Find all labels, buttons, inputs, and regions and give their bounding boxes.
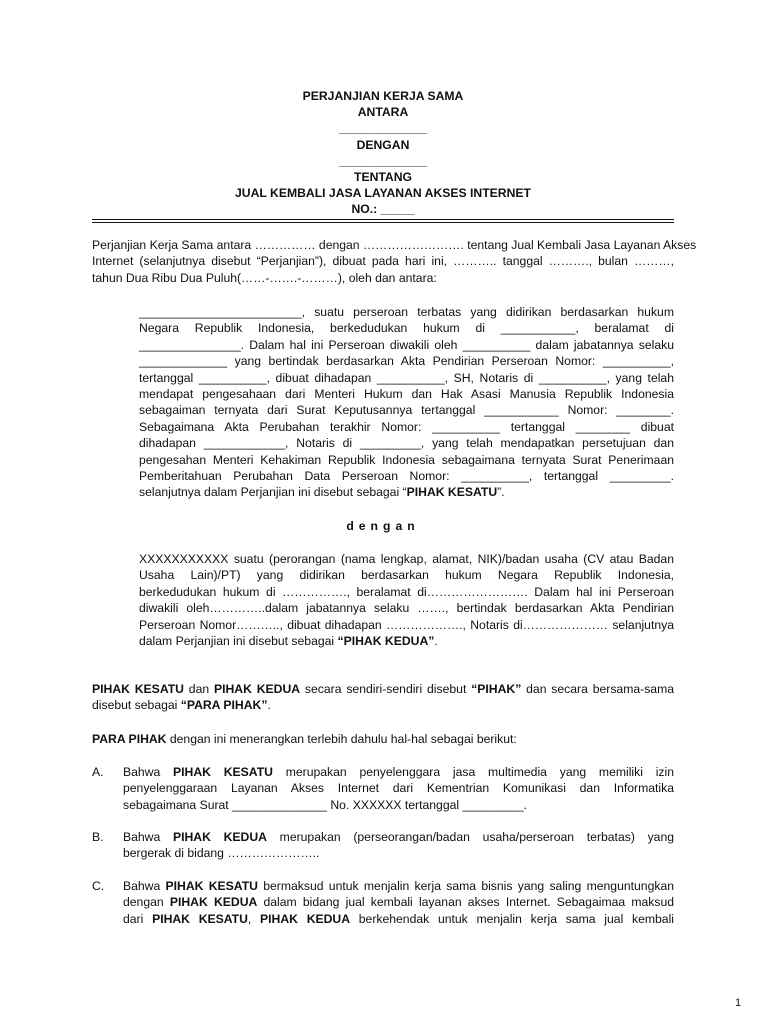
text-line (92, 731, 674, 747)
party-role-label: PIHAK KEDUA (169, 895, 258, 910)
text-fragment: dalam bidang jual kembali layanan akses Internet. Sebagaimaa maksud (257, 895, 675, 910)
intro-paragraph (92, 237, 697, 286)
recital-b (123, 829, 674, 862)
text-line: sebagaimana Surat ______________ No. XXXXXX tertanggal _________. (123, 797, 527, 812)
title-line: PERJANJIAN KERJA SAMA (302, 89, 464, 103)
text-fragment: . (267, 698, 271, 713)
text-fragment: selanjutnya dalam Perjanjian ini disebut sebagai “ (139, 485, 407, 500)
party-role-label: PIHAK KESATU (152, 911, 248, 926)
title-line: ANTARA (357, 105, 409, 120)
text-line: XXXXXXXXXXX suatu (perorangan (nama lengkap, alamat, NIK)/badan usaha (CV atau Badan (139, 552, 674, 566)
text-fragment: dalam Perjanjian ini disebut sebagai (139, 633, 338, 648)
text-line: pengesahan Menteri Kehakiman Republik Indonesia sebagaimana ternyata Surat Penerimaan (139, 452, 674, 467)
title-line: _____________ (338, 153, 428, 168)
party-role-label: “PIHAK” (471, 682, 522, 696)
text-fragment: secara sendiri-sendiri disebut (300, 682, 472, 696)
party-role-label: PIHAK KESATU (165, 879, 258, 893)
recital-label-c: C. (92, 879, 105, 893)
text-line (123, 764, 674, 780)
text-line: Pemberitahuan Perubahan Data Perseroan Nomor: __________, tertanggal _________. (139, 468, 674, 483)
text-line (123, 911, 674, 927)
title-line: DENGAN (356, 137, 410, 152)
parties-definition-paragraph (92, 681, 674, 714)
text-line: _______________. Dalam hal ini Perseroan diwakili oleh __________ dalam jabatannya selaku (139, 337, 674, 352)
text-fragment: dengan (123, 895, 170, 910)
text-fragment: . (434, 633, 438, 648)
text-fragment: dan (183, 682, 214, 696)
text-line (123, 829, 674, 845)
document-number: NO.: _____ (351, 202, 415, 217)
text-line (139, 484, 674, 500)
text-line: _____________ yang bertindak berdasarkan Akta Pendirian Perseroan Nomor: __________, (139, 354, 674, 369)
text-line: Usaha Lain)/PT) yang didirikan berdasarkan hukum Negara Republik Indonesia, (139, 568, 674, 583)
party-role-label: “PARA PIHAK” (180, 698, 268, 713)
divider-line (92, 222, 674, 223)
party-role-label: PIHAK KESATU (92, 682, 184, 696)
text-line: Internet (selanjutnya disebut “Perjanjian”), dibuat pada hari ini, ……….. tanggal ………., bulan ………, (92, 254, 674, 269)
recital-label-a: A. (92, 765, 104, 779)
recital-label-b: B. (92, 830, 104, 844)
text-line: Perjanjian Kerja Sama antara …………… dengan ……………………. tentang Jual Kembali Jasa Layanan Akses (92, 238, 697, 252)
text-line: sebagaiman ternyata dari Surat Keputusannya tertanggal ___________ Nomor: ________. (139, 403, 674, 418)
text-line (139, 633, 674, 649)
text-line (92, 681, 674, 697)
title-line: JUAL KEMBALI JASA LAYANAN AKSES INTERNET (235, 186, 531, 201)
party-role-label: PIHAK KESATU (173, 765, 273, 779)
text-line: bergerak di bidang ………………….. (123, 846, 320, 861)
second-party-paragraph (139, 551, 674, 649)
recital-a (123, 764, 674, 813)
text-line: tahun Dua Ribu Dua Puluh(……-…….-………), oleh dan antara: (92, 270, 437, 285)
recitals-intro (92, 731, 674, 747)
text-line: penyelenggaraan Layanan Akses Internet dari Kementrian Komunikasi dan Informatika (123, 781, 674, 796)
first-party-paragraph (139, 304, 674, 501)
text-line: dihadapan ____________, Notaris di _________, yang telah mendapatkan persetujuan dan (139, 436, 674, 451)
text-line: tertanggal __________, dibuat dihadapan __________, SH, Notaris di __________, yang telah (139, 370, 674, 385)
divider-line (92, 219, 674, 220)
text-line: mendapat pengesahaan dari Menteri Hukum dan Hak Asasi Manusia Republik Indonesia (139, 386, 674, 401)
text-fragment: dan secara bersama-sama (521, 682, 675, 696)
text-line: Sebagaimana Akta Perubahan terakhir Nomor: __________ tertanggal ________ dibuat (139, 419, 674, 434)
text-fragment: bermaksud untuk menjalin kerja sama bisnis yang saling menguntungkan (257, 879, 674, 893)
party-role-label: PARA PIHAK (92, 732, 167, 746)
text-fragment: Bahwa (123, 879, 166, 893)
text-fragment: berkehendak untuk menjalin kerja sama jual kembali (350, 911, 674, 926)
text-fragment: disebut sebagai (92, 698, 181, 713)
party-role-label: PIHAK KEDUA (172, 830, 267, 844)
document-title-block (92, 88, 674, 218)
text-fragment: dengan ini menerangkan terlebih dahulu hal-hal sebagai berikut: (166, 732, 517, 746)
party-role-label: PIHAK KESATU (406, 485, 498, 500)
text-line: berkedudukan hukum di ……………., beralamat di……………………. Dalam hal ini Perseroan (139, 584, 674, 599)
text-line: diwakili oleh…………..dalam jabatannya selaku ……., bertindak berdasarkan Akta Pendirian (139, 601, 674, 616)
title-line: TENTANG (354, 170, 412, 185)
text-line: Perseroan Nomor……….., dibuat dihadapan ………………., Notaris di………………… selanjutnya (139, 617, 674, 632)
title-line: _____________ (338, 121, 428, 136)
page-number: 1 (735, 997, 742, 1009)
text-line (123, 894, 674, 910)
party-role-label: PIHAK KEDUA (260, 911, 351, 926)
text-line (92, 697, 674, 713)
text-line (123, 878, 674, 894)
dengan-label: dengan (346, 519, 420, 533)
text-line: Negara Republik Indonesia, berkedudukan hukum di ___________, beralamat di (139, 321, 674, 336)
recital-c (123, 878, 674, 927)
text-fragment: Bahwa (123, 765, 174, 779)
text-fragment: merupakan (perseorangan/badan usaha/perseroan terbatas) yang (266, 830, 675, 844)
text-line: ________________________, suatu perseroan terbatas yang didirikan berdasarkan hukum (139, 305, 674, 319)
text-fragment: merupakan penyelenggara jasa multimedia yang memiliki izin (272, 765, 674, 779)
text-fragment: , (247, 911, 261, 926)
text-fragment: dari (123, 911, 153, 926)
dengan-separator (92, 518, 674, 534)
party-role-label: PIHAK KEDUA (213, 682, 301, 696)
text-fragment: ”. (497, 485, 505, 500)
text-fragment: Bahwa (123, 830, 173, 844)
party-role-label: “PIHAK KEDUA” (337, 633, 435, 648)
